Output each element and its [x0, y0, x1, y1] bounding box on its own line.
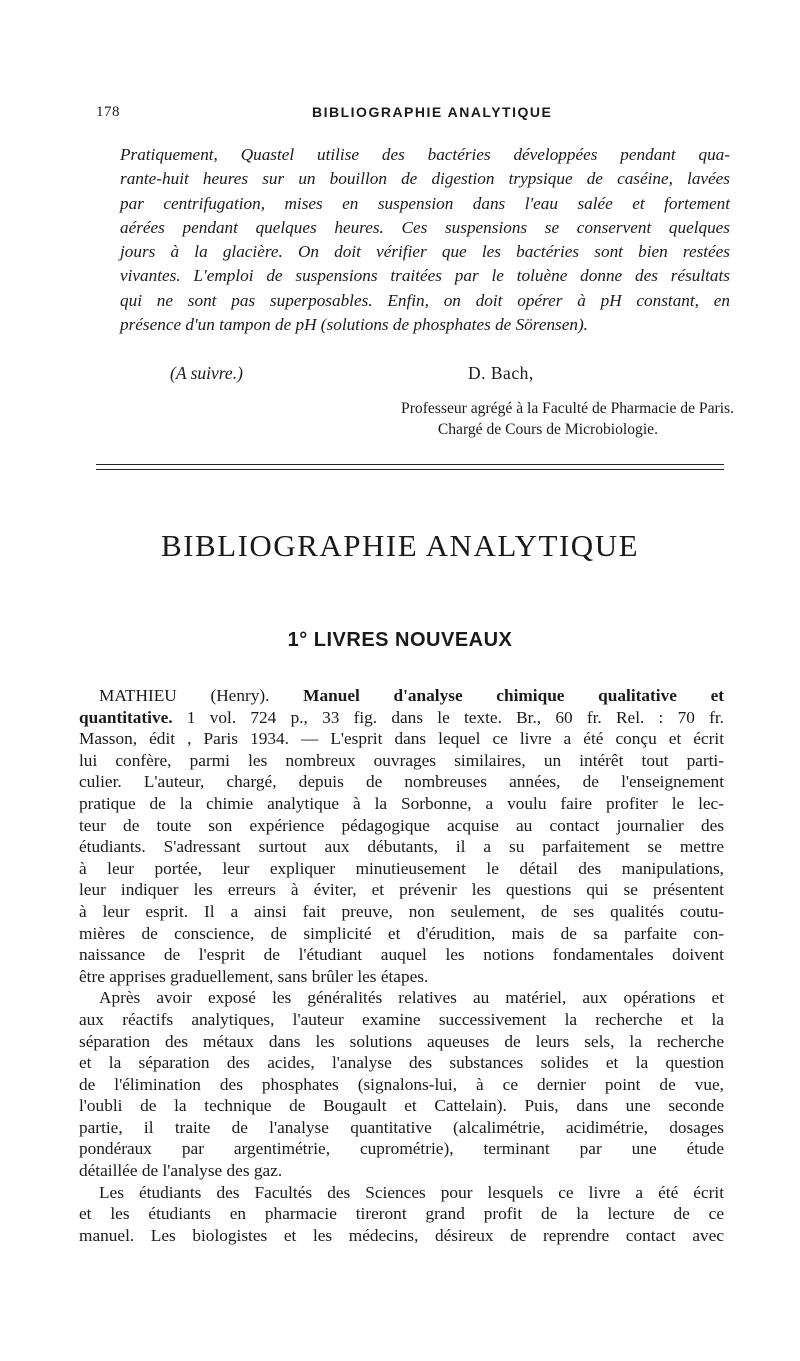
text-line: présence d'un tampon de pH (solutions de phosphates de Sörensen).	[120, 315, 588, 335]
text-line: lui confère, parmi les nombreux ouvrages similaires, un intérêt tout parti-	[79, 750, 724, 770]
text-line: étudiants. S'adressant surtout aux débutants, il a su parfaitement se mettre	[79, 837, 724, 857]
text-line: Les étudiants des Facultés des Sciences pour lesquels ce livre a été écrit	[99, 1182, 724, 1202]
text-line: aérées pendant quelques heures. Ces suspensions se conservent quelques	[120, 217, 730, 237]
text-line: vivantes. L'emploi de suspensions traitées par le toluène donne des résultats	[120, 266, 730, 286]
text-line: détaillée de l'analyse des gaz.	[79, 1161, 283, 1181]
text-line: séparation des métaux dans les solutions aqueuses de leurs sels, la recherche	[79, 1031, 724, 1051]
text-line: par centrifugation, mises en suspension dans l'eau salée et fortement	[120, 193, 730, 213]
text-line: leur indiquer les erreurs à éviter, et prévenir les questions qui se présentent	[79, 880, 724, 900]
book-title: quantitative.	[79, 707, 173, 727]
text-line: l'oubli de la technique de Bougault et Cattelain). Puis, dans une seconde	[79, 1096, 724, 1116]
text-line: Après avoir exposé les généralités relatives au matériel, aux opérations et	[99, 988, 724, 1008]
text-line: naissance de l'esprit de l'étudiant auquel les notions fondamentales doivent	[79, 945, 724, 965]
section-divider	[96, 469, 724, 470]
text-line: teur de toute son expérience pédagogique acquise au contact journalier des	[79, 815, 724, 835]
running-header	[0, 104, 800, 128]
text-line: à leur esprit. Il a ainsi fait preuve, non seulement, de ses qualités coutu-	[79, 901, 724, 921]
text-line: manuel. Les biologistes et les médecins, désireux de reprendre contact avec	[79, 1225, 724, 1245]
text-line: jours à la glacière. On doit vérifier que les bactéries sont bien restées	[120, 242, 730, 262]
author-title-line: Professeur agrégé à la Faculté de Pharmacie de Paris.	[401, 400, 734, 417]
text-line: aux réactifs analytiques, l'auteur examine successivement la recherche et la	[79, 1009, 724, 1029]
text-line: pondéraux par argentimétrie, cuprométrie), terminant par une étude	[79, 1139, 724, 1159]
review-heading-line	[79, 707, 724, 729]
text-line: et les étudiants en pharmacie tireront grand profit de la lecture de ce	[79, 1204, 724, 1224]
text-line: culier. L'auteur, chargé, depuis de nombreuses années, de l'enseignement	[79, 772, 724, 792]
text-line: partie, il traite de l'analyse quantitative (alcalimétrie, acidimétrie, dosages	[79, 1117, 724, 1137]
text-line: qui ne sont pas superposables. Enfin, on doit opérer à pH constant, en	[120, 290, 730, 310]
text-line: Masson, édit , Paris 1934. — L'esprit dans lequel ce livre a été conçu et écrit	[79, 729, 724, 749]
book-details: 1 vol. 724 p., 33 fig. dans le texte. Br., 60 fr. Rel. : 70 fr.	[186, 707, 724, 727]
text-line: rante-huit heures sur un bouillon de digestion trypsique de caséine, lavées	[120, 169, 730, 189]
text-line: à leur portée, leur expliquer minutieusement le détail des manipulations,	[79, 858, 724, 878]
subsection-title: 1° LIVRES NOUVEAUX	[287, 629, 513, 651]
section-title: BIBLIOGRAPHIE ANALYTIQUE	[160, 528, 640, 563]
review-author: MATHIEU (Henry).	[99, 686, 270, 705]
author-name: D. Bach,	[468, 363, 534, 383]
book-review	[79, 685, 724, 1246]
article-conclusion-paragraph	[120, 143, 730, 337]
section-divider	[96, 464, 724, 465]
page-number: 178	[96, 104, 120, 120]
text-line: de l'élimination des phosphates (signalons-lui, à ce dernier point de vue,	[79, 1074, 724, 1094]
text-line: pratique de la chimie analytique à la Sorbonne, a voulu faire profiter le lec-	[79, 793, 724, 813]
signature-row	[120, 363, 740, 393]
text-line: et la séparation des acides, l'analyse des substances solides et la question	[79, 1053, 724, 1073]
book-title: Manuel d'analyse chimique qualitative et	[303, 686, 724, 705]
text-line: être apprises graduellement, sans brûler les étapes.	[79, 966, 429, 986]
running-title: BIBLIOGRAPHIE ANALYTIQUE	[312, 104, 553, 120]
text-line: mières de conscience, de simplicité et d'érudition, mais de sa parfaite con-	[79, 923, 724, 943]
text-line: Pratiquement, Quastel utilise des bactéries développées pendant qua-	[120, 145, 730, 164]
to-be-continued-note: (A suivre.)	[170, 363, 243, 383]
review-heading-line	[79, 685, 724, 707]
author-title-line: Chargé de Cours de Microbiologie.	[437, 421, 658, 438]
